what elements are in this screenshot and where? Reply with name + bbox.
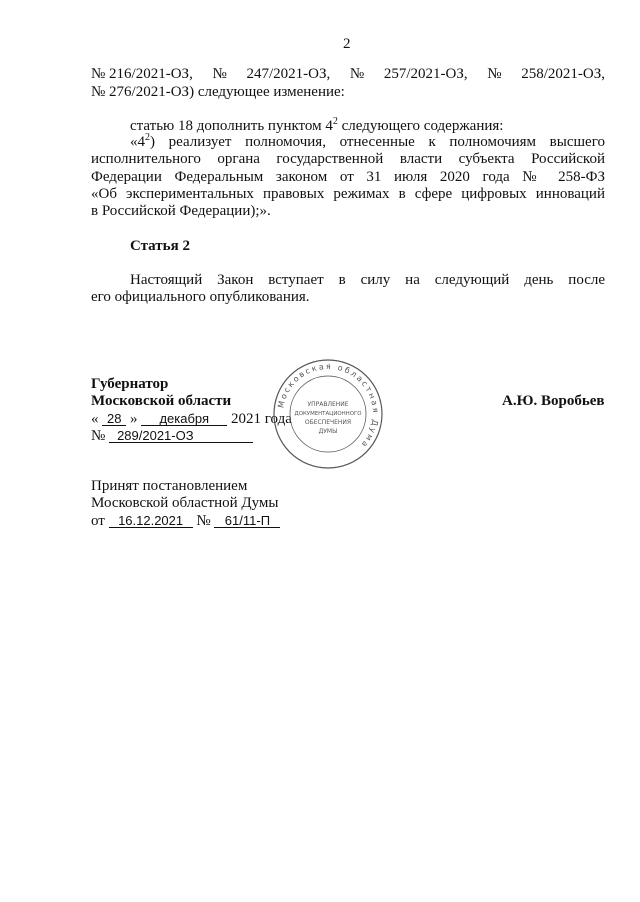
law-number: 289/2021-ОЗ [109, 427, 253, 443]
law-ref-257: 257/2021-ОЗ, [383, 66, 468, 82]
number-label: № [91, 428, 106, 444]
stamp-center-3: ОБЕСПЕЧЕНИЯ [304, 419, 352, 426]
intro-line-2: № 276/2021-ОЗ) следующее изменение: [91, 84, 345, 100]
item-open: «4 [130, 134, 145, 150]
amendment-item-line-2: исполнительного органа государственной власти субъекта Российской [91, 151, 605, 167]
article-2-line-2: его официального опубликования. [91, 289, 310, 305]
number-sign: № [487, 66, 502, 82]
intro-line-1 [91, 66, 605, 83]
stamp-center-2: ДОКУМЕНТАЦИОННОГО [294, 411, 362, 417]
adopted-line-3 [91, 512, 280, 530]
amendment-item-line-4: «Об экспериментальных правовых режимах в сфере цифровых инноваций [91, 186, 605, 202]
date-day: 28 [102, 410, 126, 426]
number-sign: № [349, 66, 365, 82]
item-line-1-text: ) реализует полномочия, отнесенные к полномочиям высшего [150, 134, 605, 150]
amendment-item-line-1 [130, 134, 605, 152]
adopted-date: 16.12.2021 [109, 512, 193, 528]
article-2-line-1: Настоящий Закон вступает в силу на следующий день после [130, 272, 605, 288]
law-ref-258: 258/2021-ОЗ, [521, 66, 605, 82]
sign-number [91, 427, 253, 445]
signer-title-1: Губернатор [91, 376, 169, 392]
adopted-number: 61/11-П [214, 512, 280, 528]
signer-name: А.Ю. Воробьев [502, 393, 605, 409]
date-open-quote: « [91, 411, 99, 427]
stamp-center-4: ДУМЫ [318, 428, 338, 435]
law-ref-247: 247/2021-ОЗ, [246, 66, 331, 82]
amendment-item-line-5: в Российской Федерации);». [91, 203, 271, 219]
date-year: 2021 года [231, 411, 292, 427]
adopted-number-label: № [196, 513, 211, 529]
stamp-center-1: УПРАВЛЕНИЕ [307, 401, 349, 408]
signer-title-2: Московской области [91, 393, 232, 409]
article-2-heading: Статья 2 [130, 238, 190, 254]
seal-stamp [272, 358, 384, 470]
page-number: 2 [343, 36, 351, 52]
amendment-intro-sup: 2 [332, 116, 338, 127]
adopted-line-1: Принят постановлением [91, 478, 248, 494]
adopted-from-label: от [91, 513, 105, 529]
adopted-line-2: Московской областной Думы [91, 495, 279, 511]
amendment-item-line-3: Федерации Федеральным законом от 31 июля 2020 года № 258-ФЗ [91, 169, 605, 185]
sign-date [91, 410, 292, 428]
date-close-quote: » [130, 411, 138, 427]
stamp-ring-text: Московская областная Дума [276, 361, 381, 451]
amendment-intro-tail: следующего содержания: [337, 118, 504, 134]
law-ref-216: № 216/2021-ОЗ, [91, 66, 193, 82]
item-sup: 2 [145, 132, 150, 143]
number-sign: № [212, 66, 227, 82]
date-month: декабря [141, 410, 227, 426]
amendment-intro-text: статью 18 дополнить пунктом 4 [130, 118, 333, 134]
